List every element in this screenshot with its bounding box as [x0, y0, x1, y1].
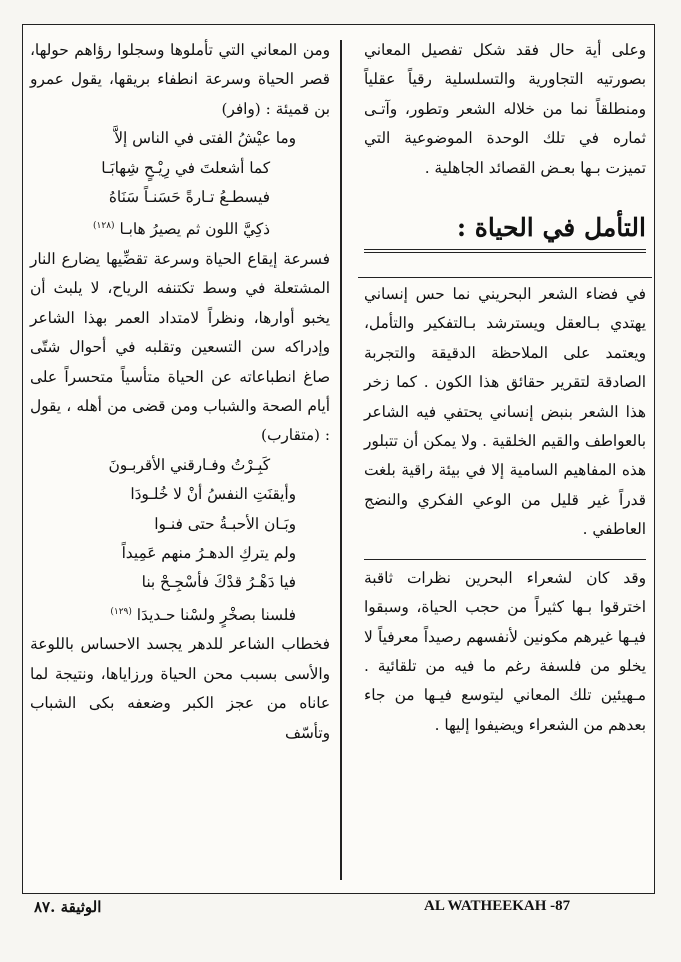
column-divider — [340, 40, 342, 880]
section-heading: التأمل في الحياة : — [456, 213, 646, 243]
footnote-ref: (١٢٨) — [93, 221, 115, 232]
paragraph-1: ومن المعاني التي تأملوها وسجلوا رؤاهم حولها، قصر الحياة وسرعة انطفاء بريقها، يقول عمرو بن قميئة : (وافر) — [30, 41, 330, 118]
verse-text: فلسنا بصخْرٍ ولسْنا حـديدَا — [136, 605, 296, 624]
intro-paragraph: وعلى أية حال فقد شكل تفصيل المعاني بصورتيه التجاورية والتسلسلية رقياً عقلياً ومنطلقاً نما من خلاله الشعر وتطور، وآتـى ثماره في تلك الوحدة الموضوعية التي تميزت بـها بعـض القصائد الجاهلية . — [364, 41, 646, 177]
verse-text: ذكِيَّ اللون ثم يصيرُ هابـا — [119, 220, 270, 239]
verse-line — [30, 598, 330, 631]
verse-line — [30, 212, 330, 245]
paragraph-3: فخطاب الشاعر للدهر يجسد الاحساس باللوعة والأسى بسبب محن الحياة ورزاياها، ونتيجة لما عاناه من عجز الكبر وضعفه بكى الشباب وتأسّف — [30, 635, 330, 742]
paragraph-1: في فضاء الشعر البحريني نما حس إنساني يهتدي بـالعقل ويسترشد بـالتفكير والتأمل، ويعتمد على الملاحظة الدقيقة والتجربة الصادقة لتقرير حقائق هذا الكون . كما زخر هذا الشعر بنبض إنساني يحتفي فيه الشاعر بالعواطف والقيم الخلقية . ولا يمكن أن تتبلور هذه المفاهيم السامية إلا في بيئة راقية بلغت قدراً غير قليل من الوعي الفكري والنضج العاطفي . — [364, 285, 646, 539]
right-column — [364, 36, 646, 740]
paragraph-2: فسرعة إيقاع الحياة وسرعة تقضِّيها يضارع النار المشتعلة في وسط تكتنفه الرياح، لا يلبث أن يخبو أوارها، ونظراً لامتداد العمر بهذا الشاعر وإدراكه سن التسعين وتقلبه في أحوال شتّى صاغ انطباعاته عن الحياة متأسياً متحسراً على أيام الصحة والشباب ومن قضى من أهله ، يقول : (متقارب) — [30, 249, 330, 445]
verse-line: كما أشعلتَ في رِيْـحٍ شِهابَـا — [101, 158, 270, 177]
verse-line: وأيقنَتِ النفسُ أنْ لا خُلـودَا — [130, 485, 296, 504]
footnote-ref: (١٢٩) — [110, 606, 132, 617]
footer-arabic-page: الوثيقة .٨٧ — [34, 898, 102, 916]
verse-line: كَبِـرْتُ وفـارقني الأقربـونَ — [108, 455, 270, 474]
verse-line: فيا دَهْـرُ قدْكَ فأسْجِـحْ بنا — [141, 573, 296, 592]
heading-underline — [364, 249, 646, 253]
boxed-section-2 — [364, 559, 646, 740]
boxed-section — [358, 277, 652, 545]
paragraph-2: وقد كان لشعراء البحرين نظرات ثاقبة اخترقوا بـها كثيراً من حجب الحياة، وسبقوا فيـها غيرهم مكونين لأنفسهم رصيداً معرفياً لا يخلو من فلسفة رغم ما فيه من تلقائية . مـهيئين تلك المعاني ليتوسع فيـها من جاء بعدهم من الشعراء ويضيفوا إليها . — [364, 568, 646, 734]
footer-latin-page: AL WATHEEKAH -87 — [424, 898, 571, 914]
verse-line: فيسطـعُ تـارةً حَسَنـاً سَنَاهُ — [108, 188, 270, 207]
verse-line: وبَـان الأحبـةُ حتى فنـوا — [154, 514, 296, 533]
left-column — [30, 36, 330, 748]
verse-line: وما عيْشُ الفتى في الناس إلاَّ — [114, 129, 296, 148]
verse-line: ولم يتركِ الدهـرُ منهم عَمِيداً — [121, 544, 296, 562]
